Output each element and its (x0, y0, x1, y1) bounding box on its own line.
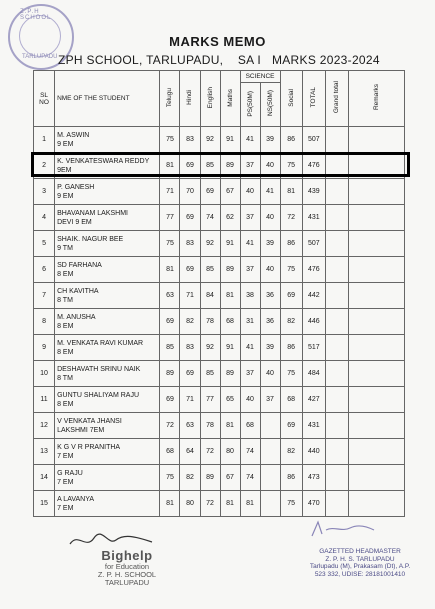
cell-ps: 40 (240, 179, 260, 205)
cell-student-name (55, 257, 160, 283)
cell-remarks (349, 309, 405, 335)
cell-ns (260, 465, 280, 491)
cell-ns: 37 (260, 387, 280, 413)
cell-hindi: 69 (180, 257, 200, 283)
student-class: 8 EM (57, 400, 74, 408)
cell-sl-no: 6 (34, 257, 55, 283)
student-name: A LAVANYA (57, 495, 95, 503)
cell-student-name (55, 491, 160, 517)
table-row (34, 413, 405, 439)
cell-ns: 39 (260, 335, 280, 361)
cell-ps: 37 (240, 205, 260, 231)
cell-telugu: 75 (160, 127, 180, 153)
student-class: 9 TM (57, 244, 73, 252)
student-name: K. VENKATESWARA REDDY (57, 157, 150, 165)
header-hindi: Hindi (180, 71, 200, 127)
cell-grand-total (325, 335, 348, 361)
cell-sl-no: 11 (34, 387, 55, 413)
cell-telugu: 77 (160, 205, 180, 231)
cell-hindi: 71 (180, 283, 200, 309)
student-name: P. GANESH (57, 183, 95, 191)
table-row (34, 205, 405, 231)
page-title: MARKS MEMO (169, 34, 266, 49)
student-name: SD FARHANA (57, 261, 102, 269)
cell-sl-no: 15 (34, 491, 55, 517)
cell-remarks (349, 465, 405, 491)
header-ps: PS(50M) (240, 83, 260, 127)
student-name: GUNTU SHALIYAM RAJU (57, 391, 140, 399)
cell-student-name (55, 387, 160, 413)
cell-telugu: 69 (160, 309, 180, 335)
header-telugu: Telugu (160, 71, 180, 127)
cell-remarks (349, 231, 405, 257)
cell-grand-total (325, 491, 348, 517)
header-social: Social (280, 71, 302, 127)
cell-student-name (55, 179, 160, 205)
table-row (34, 257, 405, 283)
seal-top-text: Z.P.H SCHOOL (20, 9, 52, 21)
table-row (34, 231, 405, 257)
cell-english: 78 (200, 413, 220, 439)
cell-english: 74 (200, 205, 220, 231)
bighelp-logo (82, 548, 172, 587)
cell-total: 507 (302, 127, 325, 153)
student-class: LAKSHMI 7EM (57, 426, 105, 434)
cell-ns: 41 (260, 179, 280, 205)
header-science: SCIENCE (240, 71, 280, 83)
cell-maths: 81 (220, 283, 240, 309)
cell-hindi: 82 (180, 465, 200, 491)
cell-social: 86 (280, 231, 302, 257)
table-row (34, 309, 405, 335)
cell-social: 68 (280, 387, 302, 413)
cell-ns: 40 (260, 361, 280, 387)
header-english: English (200, 71, 220, 127)
cell-english: 85 (200, 257, 220, 283)
cell-social: 86 (280, 335, 302, 361)
cell-sl-no: 13 (34, 439, 55, 465)
cell-total: 517 (302, 335, 325, 361)
cell-social: 75 (280, 491, 302, 517)
cell-total: 470 (302, 491, 325, 517)
cell-total: 439 (302, 179, 325, 205)
cell-maths: 62 (220, 205, 240, 231)
student-class: 8 EM (57, 270, 74, 278)
student-name: DESHAVATH SRINU NAIK (57, 365, 141, 373)
cell-grand-total (325, 309, 348, 335)
marks-table (33, 70, 405, 517)
student-name: BHAVANAM LAKSHMI (57, 209, 129, 217)
table-row (34, 387, 405, 413)
student-class: 7 EM (57, 504, 74, 512)
cell-social: 86 (280, 127, 302, 153)
cell-student-name (55, 413, 160, 439)
header-ns: NS(50M) (260, 83, 280, 127)
cell-remarks (349, 491, 405, 517)
student-class: 8 TM (57, 374, 73, 382)
student-name: CH KAVITHA (57, 287, 99, 295)
cell-total: 440 (302, 439, 325, 465)
cell-grand-total (325, 257, 348, 283)
cell-english: 72 (200, 439, 220, 465)
cell-english: 78 (200, 309, 220, 335)
cell-grand-total (325, 465, 348, 491)
cell-english: 85 (200, 361, 220, 387)
cell-ps: 41 (240, 231, 260, 257)
student-class: 7 EM (57, 478, 74, 486)
cell-student-name (55, 439, 160, 465)
cell-english: 89 (200, 465, 220, 491)
bighelp-line2: Z. P. H. SCHOOL (97, 570, 157, 579)
cell-telugu: 72 (160, 413, 180, 439)
signature-right (308, 516, 378, 542)
cell-maths: 80 (220, 439, 240, 465)
cell-social: 72 (280, 205, 302, 231)
cell-hindi: 80 (180, 491, 200, 517)
cell-telugu: 63 (160, 283, 180, 309)
cell-ps: 40 (240, 387, 260, 413)
student-class: 9 EM (57, 140, 74, 148)
cell-hindi: 69 (180, 153, 200, 179)
student-name: M. ANUSHA (57, 313, 96, 321)
bighelp-line3: TARLUPADU (104, 578, 150, 587)
cell-english: 92 (200, 335, 220, 361)
cell-ns (260, 413, 280, 439)
cell-grand-total (325, 179, 348, 205)
cell-grand-total (325, 231, 348, 257)
cell-ps: 37 (240, 257, 260, 283)
cell-grand-total (325, 205, 348, 231)
cell-ps: 68 (240, 413, 260, 439)
cell-remarks (349, 179, 405, 205)
header-total: TOTAL (302, 71, 325, 127)
cell-student-name (55, 309, 160, 335)
cell-total: 484 (302, 361, 325, 387)
headmaster-line3: Tarlupadu (M), Prakasam (Dt), A.P. (309, 563, 411, 570)
cell-ns: 39 (260, 231, 280, 257)
cell-grand-total (325, 387, 348, 413)
cell-total: 507 (302, 231, 325, 257)
cell-maths: 67 (220, 465, 240, 491)
cell-hindi: 63 (180, 413, 200, 439)
student-class: 8 TM (57, 296, 73, 304)
student-name: V VENKATA JHANSI (57, 417, 122, 425)
header-student-name: NME OF THE STUDENT (55, 71, 160, 127)
cell-telugu: 75 (160, 465, 180, 491)
cell-maths: 89 (220, 153, 240, 179)
cell-sl-no: 12 (34, 413, 55, 439)
cell-telugu: 81 (160, 257, 180, 283)
cell-sl-no: 3 (34, 179, 55, 205)
cell-ps: 74 (240, 465, 260, 491)
cell-total: 476 (302, 257, 325, 283)
student-name: G RAJU (57, 469, 83, 477)
cell-social: 82 (280, 309, 302, 335)
cell-remarks (349, 413, 405, 439)
header-grand-total: Grand total (325, 71, 348, 127)
seal-bottom-text: TARLUPADU (22, 54, 58, 60)
table-row (34, 439, 405, 465)
cell-maths: 81 (220, 491, 240, 517)
table-row (34, 465, 405, 491)
cell-english: 85 (200, 153, 220, 179)
student-class: 8 EM (57, 348, 74, 356)
cell-total: 473 (302, 465, 325, 491)
cell-hindi: 83 (180, 231, 200, 257)
cell-total: 427 (302, 387, 325, 413)
cell-total: 442 (302, 283, 325, 309)
cell-total: 446 (302, 309, 325, 335)
cell-maths: 91 (220, 335, 240, 361)
cell-sl-no: 2 (34, 153, 55, 179)
cell-maths: 81 (220, 413, 240, 439)
cell-student-name (55, 283, 160, 309)
header-maths: Maths (220, 71, 240, 127)
cell-english: 84 (200, 283, 220, 309)
cell-student-name (55, 361, 160, 387)
cell-total: 476 (302, 153, 325, 179)
student-class: 9 EM (57, 192, 74, 200)
cell-remarks (349, 439, 405, 465)
page-subtitle: ZPH SCHOOL, TARLUPADU, SA I MARKS 2023-2024 (58, 53, 380, 67)
cell-social: 69 (280, 283, 302, 309)
cell-remarks (349, 127, 405, 153)
cell-ns (260, 439, 280, 465)
cell-ps: 41 (240, 127, 260, 153)
cell-social: 75 (280, 361, 302, 387)
cell-hindi: 64 (180, 439, 200, 465)
cell-sl-no: 8 (34, 309, 55, 335)
header-remarks: Remarks (349, 71, 405, 127)
cell-social: 69 (280, 413, 302, 439)
cell-sl-no: 10 (34, 361, 55, 387)
header-sl-no: SL NO (34, 71, 55, 127)
cell-grand-total (325, 127, 348, 153)
cell-ns: 40 (260, 205, 280, 231)
table-row (34, 127, 405, 153)
cell-remarks (349, 283, 405, 309)
cell-ps: 41 (240, 335, 260, 361)
cell-maths: 68 (220, 309, 240, 335)
headmaster-stamp (300, 548, 420, 578)
cell-telugu: 81 (160, 491, 180, 517)
cell-ps: 31 (240, 309, 260, 335)
table-body (34, 127, 405, 517)
cell-student-name (55, 465, 160, 491)
cell-sl-no: 9 (34, 335, 55, 361)
cell-telugu: 81 (160, 153, 180, 179)
cell-remarks (349, 387, 405, 413)
cell-grand-total (325, 361, 348, 387)
cell-ns: 39 (260, 127, 280, 153)
cell-remarks (349, 361, 405, 387)
cell-hindi: 83 (180, 127, 200, 153)
cell-ns: 40 (260, 257, 280, 283)
table-row (34, 361, 405, 387)
cell-student-name (55, 205, 160, 231)
cell-sl-no: 4 (34, 205, 55, 231)
cell-maths: 89 (220, 257, 240, 283)
cell-maths: 65 (220, 387, 240, 413)
cell-grand-total (325, 439, 348, 465)
cell-english: 92 (200, 231, 220, 257)
cell-telugu: 69 (160, 387, 180, 413)
cell-ns: 36 (260, 309, 280, 335)
cell-social: 75 (280, 153, 302, 179)
student-name: M. ASWIN (57, 131, 90, 139)
table-row (34, 335, 405, 361)
cell-sl-no: 14 (34, 465, 55, 491)
cell-social: 82 (280, 439, 302, 465)
cell-hindi: 82 (180, 309, 200, 335)
cell-maths: 89 (220, 361, 240, 387)
cell-ns: 40 (260, 153, 280, 179)
student-class: DEVI 9 EM (57, 218, 92, 226)
cell-hindi: 83 (180, 335, 200, 361)
cell-ps: 38 (240, 283, 260, 309)
cell-hindi: 69 (180, 361, 200, 387)
cell-grand-total (325, 283, 348, 309)
student-name: SHAIK. NAGUR BEE (57, 235, 124, 243)
cell-social: 75 (280, 257, 302, 283)
cell-english: 72 (200, 491, 220, 517)
cell-maths: 91 (220, 231, 240, 257)
cell-ps: 37 (240, 153, 260, 179)
cell-social: 86 (280, 465, 302, 491)
student-name: K G V R PRANITHA (57, 443, 121, 451)
cell-telugu: 89 (160, 361, 180, 387)
cell-telugu: 85 (160, 335, 180, 361)
highlight-box-row-2 (31, 152, 410, 177)
cell-total: 431 (302, 413, 325, 439)
cell-student-name (55, 231, 160, 257)
cell-hindi: 70 (180, 179, 200, 205)
cell-sl-no: 7 (34, 283, 55, 309)
cell-remarks (349, 335, 405, 361)
student-class: 7 EM (57, 452, 74, 460)
table-row (34, 283, 405, 309)
cell-telugu: 68 (160, 439, 180, 465)
cell-remarks (349, 205, 405, 231)
cell-sl-no: 5 (34, 231, 55, 257)
cell-hindi: 69 (180, 205, 200, 231)
cell-student-name (55, 127, 160, 153)
table-row (34, 179, 405, 205)
cell-english: 77 (200, 387, 220, 413)
headmaster-line4: 523 332, UDISE: 28181001410 (314, 570, 406, 578)
student-class: 8 EM (57, 322, 74, 330)
student-class: 9EM (57, 166, 72, 174)
bighelp-brand: Bighelp (101, 548, 153, 563)
cell-total: 431 (302, 205, 325, 231)
table-header (34, 71, 405, 127)
cell-english: 69 (200, 179, 220, 205)
cell-ps: 37 (240, 361, 260, 387)
cell-sl-no: 1 (34, 127, 55, 153)
cell-ns (260, 491, 280, 517)
cell-remarks (349, 257, 405, 283)
cell-telugu: 71 (160, 179, 180, 205)
bighelp-line1: for Education (104, 562, 150, 571)
cell-telugu: 75 (160, 231, 180, 257)
cell-student-name (55, 335, 160, 361)
cell-ns: 36 (260, 283, 280, 309)
cell-social: 81 (280, 179, 302, 205)
headmaster-line2: Z. P. H. S. TARLUPADU (325, 555, 395, 563)
cell-maths: 67 (220, 179, 240, 205)
cell-hindi: 71 (180, 387, 200, 413)
student-name: M. VENKATA RAVI KUMAR (57, 339, 144, 347)
headmaster-line1: GAZETTED HEADMASTER (319, 548, 401, 555)
cell-ps: 74 (240, 439, 260, 465)
cell-ps: 81 (240, 491, 260, 517)
cell-grand-total (325, 413, 348, 439)
cell-english: 92 (200, 127, 220, 153)
cell-maths: 91 (220, 127, 240, 153)
table-row (34, 491, 405, 517)
